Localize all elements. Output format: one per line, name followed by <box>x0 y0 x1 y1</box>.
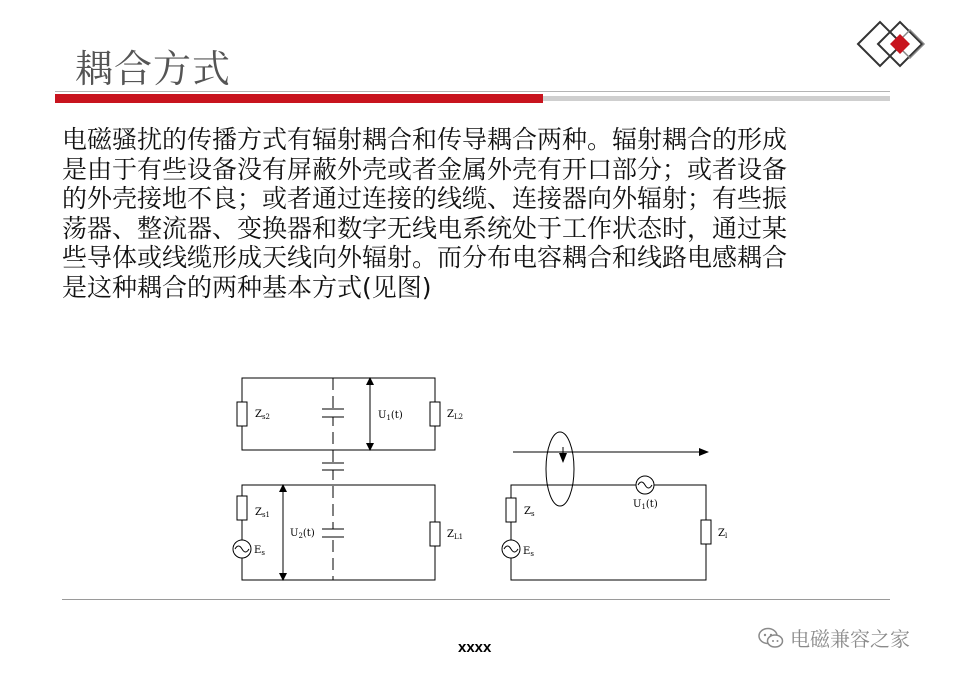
body-line: 是这种耦合的两种基本方式(见图) <box>62 272 432 302</box>
zl-resistor <box>701 520 711 544</box>
svg-text:U2(t): $U_2(t)$ <box>290 528 315 540</box>
zs2-resistor <box>237 402 247 426</box>
magnetic-flux-loop <box>546 432 574 506</box>
svg-text:ZL2: $Z_{L2}$ <box>447 409 464 421</box>
zl1-resistor <box>430 522 440 546</box>
body-line: 些导体或线缆形成天线向外辐射。而分布电容耦合和线路电感耦合 <box>62 243 788 272</box>
body-line: 电磁骚扰的传播方式有辐射耦合和传导耦合两种。辐射耦合的形成 <box>62 125 788 154</box>
svg-text:Es: $E_s$ <box>523 546 534 558</box>
right-circuit-loop <box>511 485 706 580</box>
svg-text:ZL1: $Z_{L1}$ <box>447 529 464 541</box>
svg-text:U1(t): $U_1(t)$ <box>633 499 658 511</box>
svg-text:Zs2: $Z_{s2}$ <box>255 409 270 421</box>
watermark-text: 电磁兼容之家 <box>790 627 910 651</box>
body-line: 荡器、整流器、变换器和数字无线电系统处于工作状态时，通过某 <box>62 213 788 243</box>
footer-text: xxxx <box>458 639 492 656</box>
wechat-icon <box>758 627 784 649</box>
svg-text:Zl: $Z_l$ <box>718 528 728 540</box>
watermark <box>758 623 910 652</box>
zs-resistor <box>506 498 516 522</box>
zl2-resistor <box>430 402 440 426</box>
body-line: 是由于有些设备没有屏蔽外壳或者金属外壳有开口部分；或者设备 <box>62 154 788 184</box>
page-title: 耦合方式 <box>75 47 232 91</box>
svg-text:Es: $E_s$ <box>254 545 265 557</box>
svg-text:Zs: $Z_s$ <box>524 506 535 518</box>
svg-text:U1(t): $U_1(t)$ <box>378 410 403 422</box>
zs1-resistor <box>237 496 247 520</box>
footer-divider <box>62 599 890 600</box>
svg-text:Zs1: $Z_{s1}$ <box>255 507 270 519</box>
body-line: 的外壳接地不良；或者通过连接的线缆、连接器向外辐射；有些振 <box>62 184 788 213</box>
